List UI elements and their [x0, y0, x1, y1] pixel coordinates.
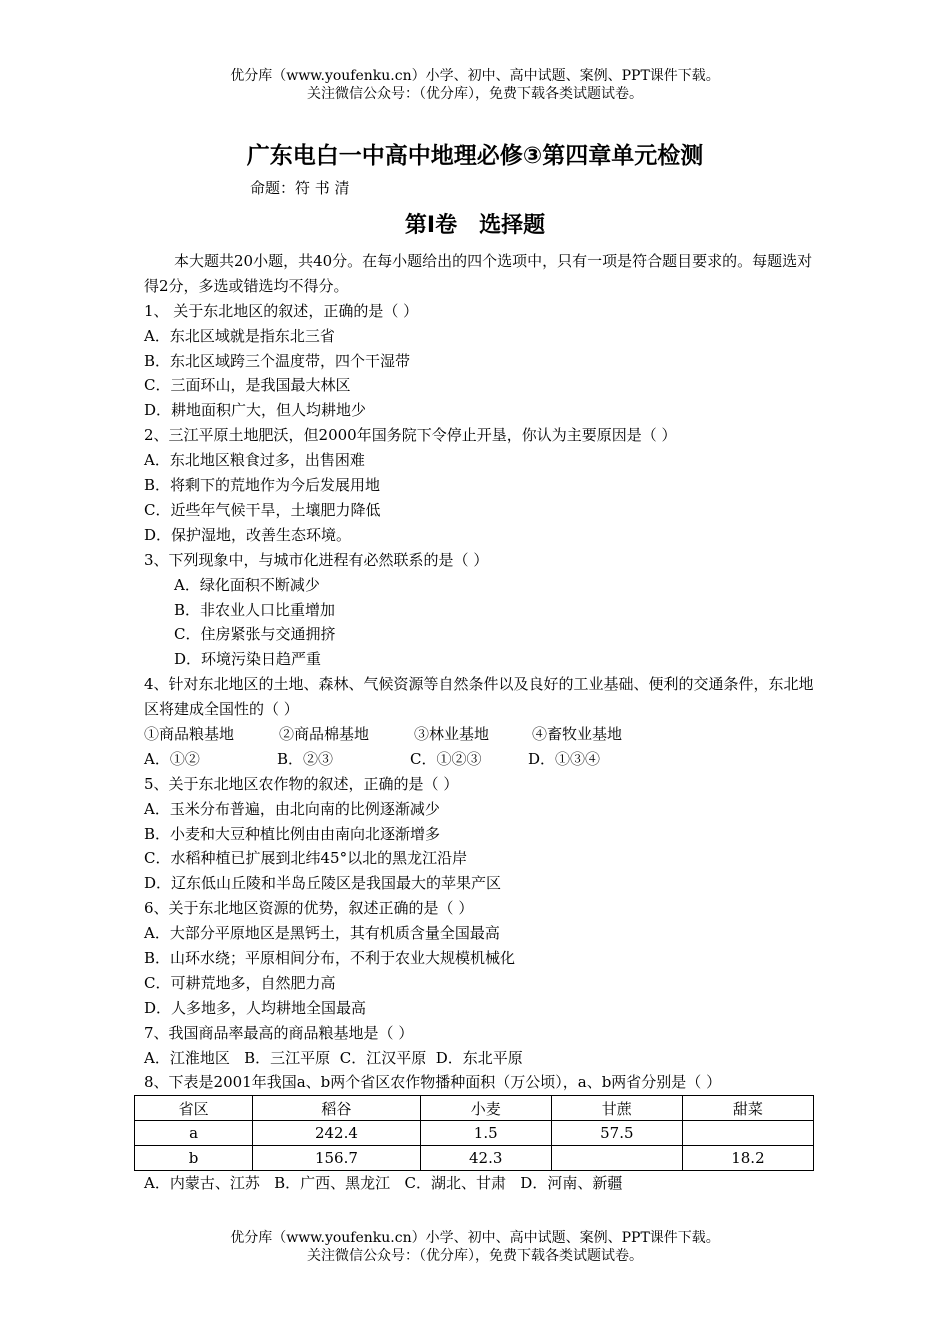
option: A．①② [144, 749, 200, 768]
instructions: 本大题共20小题，共40分。在每小题给出的四个选项中，只有一项是符合题目要求的。每题选对得2分，多选或错选均不得分。 [144, 252, 813, 295]
table-row [135, 1146, 814, 1171]
table-cell: 18.2 [682, 1146, 813, 1171]
option: B．广西、黑龙江 [274, 1174, 391, 1193]
option: B．三江平原 [244, 1048, 331, 1067]
table-cell [682, 1121, 813, 1146]
option: C．可耕荒地多，自然肥力高 [144, 973, 336, 992]
data-table [134, 1095, 814, 1171]
option: A．绿化面积不断减少 [174, 575, 320, 594]
table-cell [551, 1146, 682, 1171]
option: A．玉米分布普遍，由北向南的比例逐渐减少 [144, 799, 440, 818]
section-title: 第Ⅰ卷 选择题 [404, 213, 546, 238]
question-5-stem: 5、关于东北地区农作物的叙述，正确的是（ ） [144, 774, 459, 793]
list-item: ③林业基地 [414, 724, 490, 743]
option: C．近些年气候干旱，土壤肥力降低 [144, 500, 381, 519]
list-item: ④畜牧业基地 [532, 724, 623, 743]
option: D．辽东低山丘陵和半岛丘陵区是我国最大的苹果产区 [144, 874, 502, 893]
question-3-stem: 3、下列现象中，与城市化进程有必然联系的是（ ） [144, 550, 489, 569]
question-7-options [144, 1046, 814, 1071]
option: A．江淮地区 [144, 1048, 230, 1067]
option: D．耕地面积广大，但人均耕地少 [144, 401, 367, 420]
header-line-1: 优分库（www.youfenku.cn）小学、初中、高中试题、案例、PPT课件下载。 [230, 68, 720, 84]
option: B．东北区域跨三个温度带，四个干湿带 [144, 351, 411, 370]
question-4-options [144, 747, 814, 772]
question-6-stem: 6、关于东北地区资源的优势，叙述正确的是（ ） [144, 899, 474, 918]
option: C．住房紧张与交通拥挤 [174, 625, 336, 644]
option: C．三面环山，是我国最大林区 [144, 376, 351, 395]
option: D．环境污染日趋严重 [174, 650, 322, 669]
option: D．人多地多，人均耕地全国最高 [144, 998, 367, 1017]
question-2-stem: 2、三江平原土地肥沃，但2000年国务院下令停止开垦，你认为主要原因是（ ） [144, 426, 677, 445]
table-cell: 242.4 [253, 1121, 420, 1146]
table-row [135, 1121, 814, 1146]
option: A．大部分平原地区是黑钙土，其有机质含量全国最高 [144, 924, 500, 943]
question-8-stem: 8、下表是2001年我国a、b两个省区农作物播种面积（万公顷），a、b两省分别是（ ） [144, 1073, 722, 1092]
table-header: 稻谷 [253, 1096, 420, 1121]
page-header [0, 67, 950, 103]
question-7-stem: 7、我国商品率最高的商品粮基地是（ ） [144, 1023, 414, 1042]
question-body [144, 249, 814, 1196]
footer-line-2: 关注微信公众号：（优分库），免费下载各类试题试卷。 [307, 1248, 643, 1264]
option: D．①③④ [528, 749, 601, 768]
table-header: 小麦 [420, 1096, 551, 1121]
table-cell: 57.5 [551, 1121, 682, 1146]
table-header: 甘蔗 [551, 1096, 682, 1121]
option: D．东北平原 [435, 1048, 523, 1067]
author: 命题：符 书 清 [250, 179, 350, 197]
header-line-2: 关注微信公众号：（优分库），免费下载各类试题试卷。 [307, 86, 643, 102]
option: B．小麦和大豆种植比例由由南向北逐渐增多 [144, 824, 441, 843]
question-1-stem: 1、 关于东北地区的叙述，正确的是（ ） [144, 301, 419, 320]
option: A．东北区域就是指东北三省 [144, 326, 335, 345]
question-4-items [144, 722, 814, 747]
option: D．保护湿地，改善生态环境。 [144, 525, 352, 544]
option: A．内蒙古、江苏 [144, 1174, 260, 1193]
table-cell: 156.7 [253, 1146, 420, 1171]
option: B．非农业人口比重增加 [174, 600, 336, 619]
list-item: ②商品棉基地 [279, 724, 370, 743]
option: C．江汉平原 [339, 1048, 427, 1067]
option: B．②③ [277, 749, 334, 768]
option: B．将剩下的荒地作为今后发展用地 [144, 476, 381, 495]
option: D．河南、新疆 [520, 1174, 623, 1193]
option: A．东北地区粮食过多，出售困难 [144, 451, 365, 470]
table-header: 省区 [135, 1096, 253, 1121]
page-title: 广东电白一中高中地理必修③第四章单元检测 [246, 143, 704, 169]
page-footer [0, 1229, 950, 1265]
table-cell: 42.3 [420, 1146, 551, 1171]
table-cell: 1.5 [420, 1121, 551, 1146]
footer-line-1: 优分库（www.youfenku.cn）小学、初中、高中试题、案例、PPT课件下载。 [230, 1230, 720, 1246]
table-cell: b [135, 1146, 253, 1171]
question-4-stem: 4、针对东北地区的土地、森林、气候资源等自然条件以及良好的工业基础、便利的交通条件，东北地区将建成全国性的（ ） [144, 675, 814, 719]
option: C．湖北、甘肃 [404, 1174, 506, 1193]
question-8-options [144, 1171, 814, 1196]
option: C．水稻种植已扩展到北纬45°以北的黑龙江沿岸 [144, 849, 468, 868]
table-header: 甜菜 [682, 1096, 813, 1121]
table-header-row [135, 1096, 814, 1121]
list-item: ①商品粮基地 [144, 724, 235, 743]
table-cell: a [135, 1121, 253, 1146]
option: C．①②③ [410, 749, 482, 768]
option: B．山环水绕；平原相间分布，不利于农业大规模机械化 [144, 949, 516, 967]
